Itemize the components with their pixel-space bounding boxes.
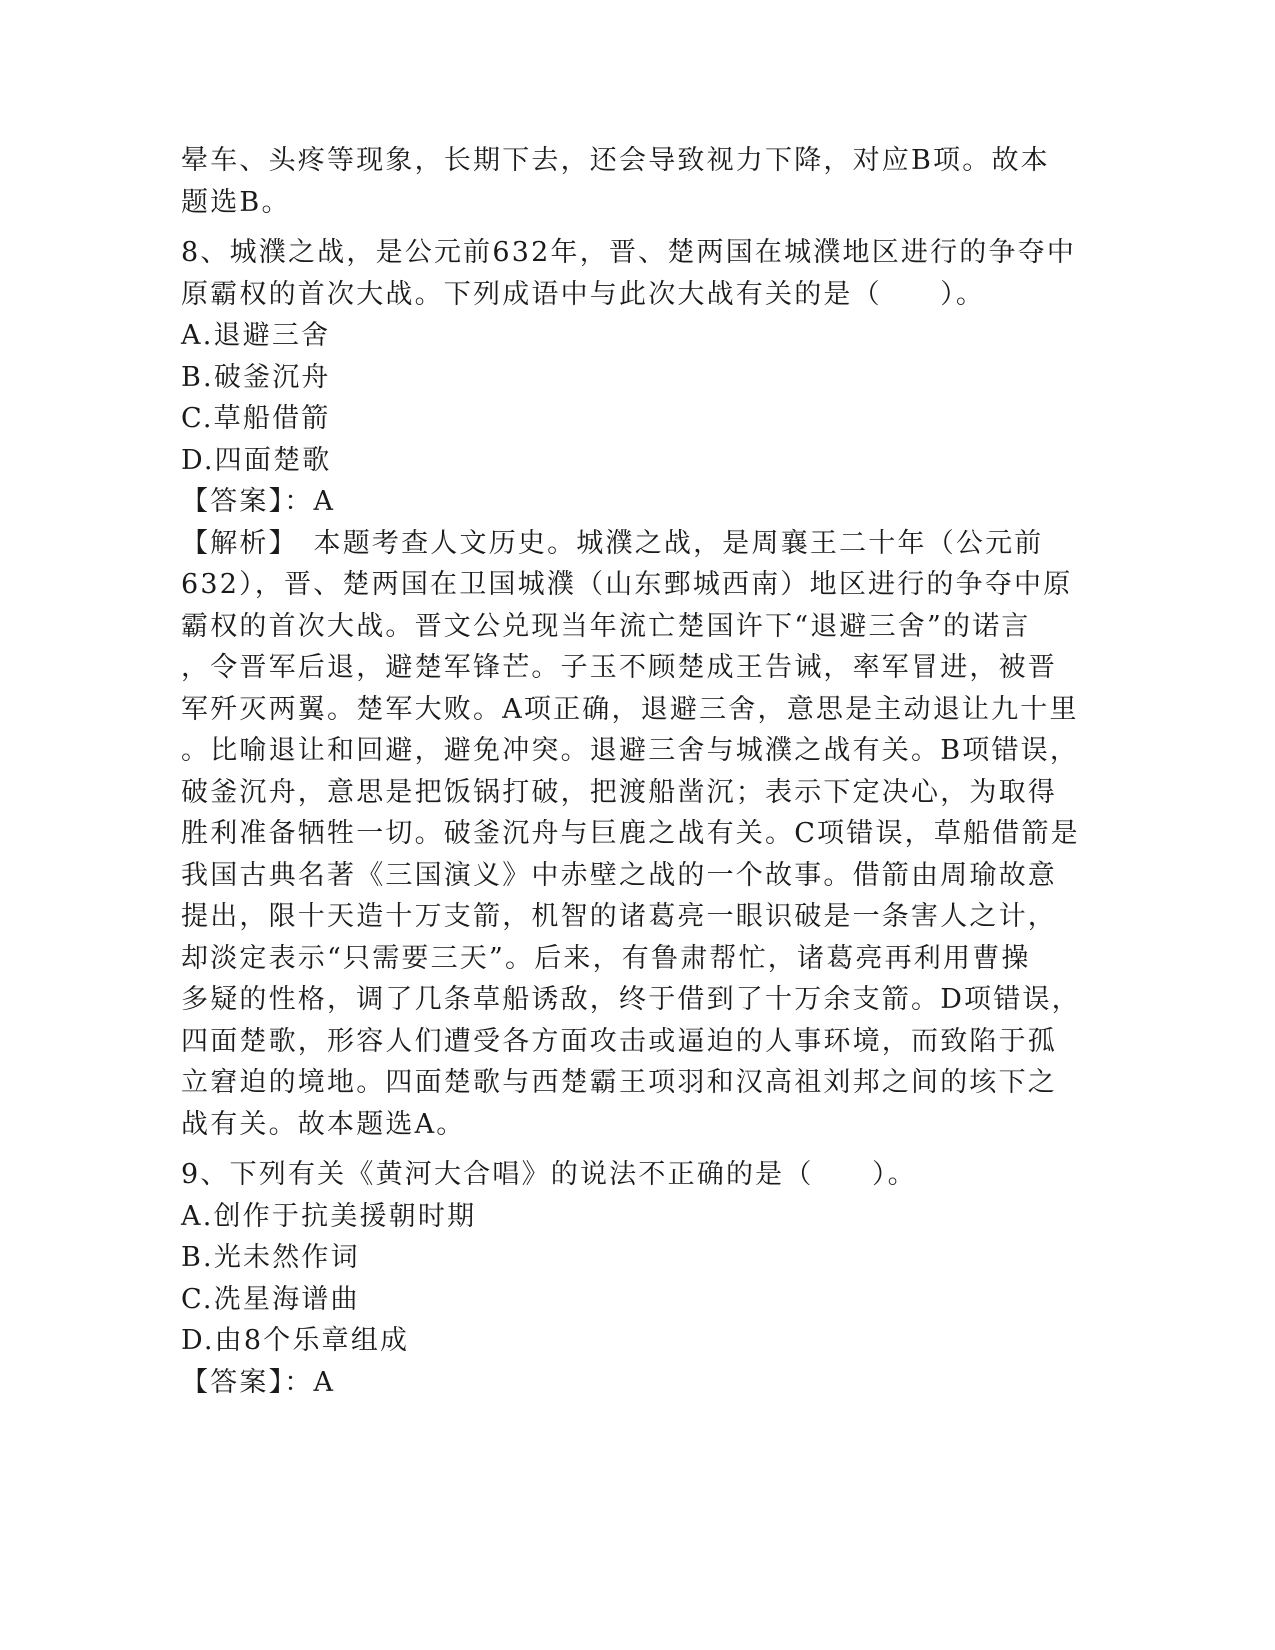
text-line: 题选B。 [181, 186, 291, 218]
text-line: 晕车、头疼等现象，长期下去，还会导致视力下降，对应B项。故本 [181, 145, 1050, 176]
text-line: 【解析】 本题考查人文历史。城濮之战，是周襄王二十年（公元前 [181, 527, 1044, 559]
answer-value: A [313, 1366, 336, 1398]
text-line: 却淡定表示“只需要三天”。后来，有鲁肃帮忙，诸葛亮再利用曹操 [181, 942, 1031, 974]
answer-value: A [313, 486, 336, 517]
prev-explanation [181, 140, 1081, 223]
answer-label: 【答案】： [181, 1366, 314, 1398]
text-line: 9、下列有关《黄河大合唱》的说法不正确的是（ ）。 [181, 1159, 917, 1190]
text-line: 胜利准备牺牲一切。破釜沉舟与巨鹿之战有关。C项错误，草船借箭是 [181, 818, 1080, 849]
option-d: D.由8个乐章组成 [181, 1325, 410, 1356]
option-list [181, 1196, 1081, 1362]
answer-line [181, 1362, 1081, 1404]
text-line: 我国古典名著《三国演义》中赤壁之战的一个故事。借箭由周瑜故意 [181, 859, 1057, 891]
text-line: 多疑的性格，调了几条草船诱敌，终于借到了十万余支箭。D项错误， [181, 984, 1081, 1015]
text-line: 立窘迫的境地。四面楚歌与西楚霸王项羽和汉高祖刘邦之间的垓下之 [181, 1067, 1057, 1098]
option-list [181, 315, 1081, 481]
option-a: A.创作于抗美援朝时期 [181, 1200, 477, 1232]
text-line: 。比喻退让和回避，避免冲突。退避三舍与城濮之战有关。B项错误， [181, 735, 1080, 766]
text-line: 破釜沉舟，意思是把饭锅打破，把渡船凿沉；表示下定决心，为取得 [181, 776, 1057, 808]
option-b: B.破釜沉舟 [181, 361, 331, 393]
question-stem [181, 1154, 1081, 1196]
answer-line [181, 481, 1081, 523]
analysis [181, 523, 1081, 1146]
answer-label: 【答案】： [181, 486, 314, 517]
option-a: A.退避三舍 [181, 320, 331, 351]
text-line: 四面楚歌，形容人们遭受各方面攻击或逼迫的人事环境，而致陷于孤 [181, 1025, 1057, 1057]
text-line: 霸权的首次大战。晋文公兑现当年流亡楚国许下“退避三舍”的诺言 [181, 610, 1031, 642]
text-line: 原霸权的首次大战。下列成语中与此次大战有关的是（ ）。 [181, 278, 986, 310]
option-b: B.光未然作词 [181, 1242, 360, 1273]
question-9 [181, 1154, 1081, 1403]
text-line: 战有关。故本题选A。 [181, 1108, 466, 1140]
text-line: 632），晋、楚两国在卫国城濮（山东鄄城西南）地区进行的争夺中原 [181, 569, 1073, 600]
option-d: D.四面楚歌 [181, 444, 332, 476]
question-stem [181, 232, 1081, 315]
text-line: 军歼灭两翼。楚军大败。A项正确，退避三舍，意思是主动退让九十里 [181, 693, 1079, 725]
option-c: C.草船借箭 [181, 403, 331, 434]
document-page [181, 140, 1081, 1403]
text-line: 8、城濮之战，是公元前632年，晋、楚两国在城濮地区进行的争夺中 [181, 237, 1077, 268]
text-line: 提出，限十天造十万支箭，机智的诸葛亮一眼识破是一条害人之计， [181, 901, 1057, 932]
question-8 [181, 232, 1081, 1145]
text-line: ，令晋军后退，避楚军锋芒。子玉不顾楚成王告诫，率军冒进，被晋 [181, 652, 1057, 683]
option-c: C.冼星海谱曲 [181, 1283, 360, 1315]
